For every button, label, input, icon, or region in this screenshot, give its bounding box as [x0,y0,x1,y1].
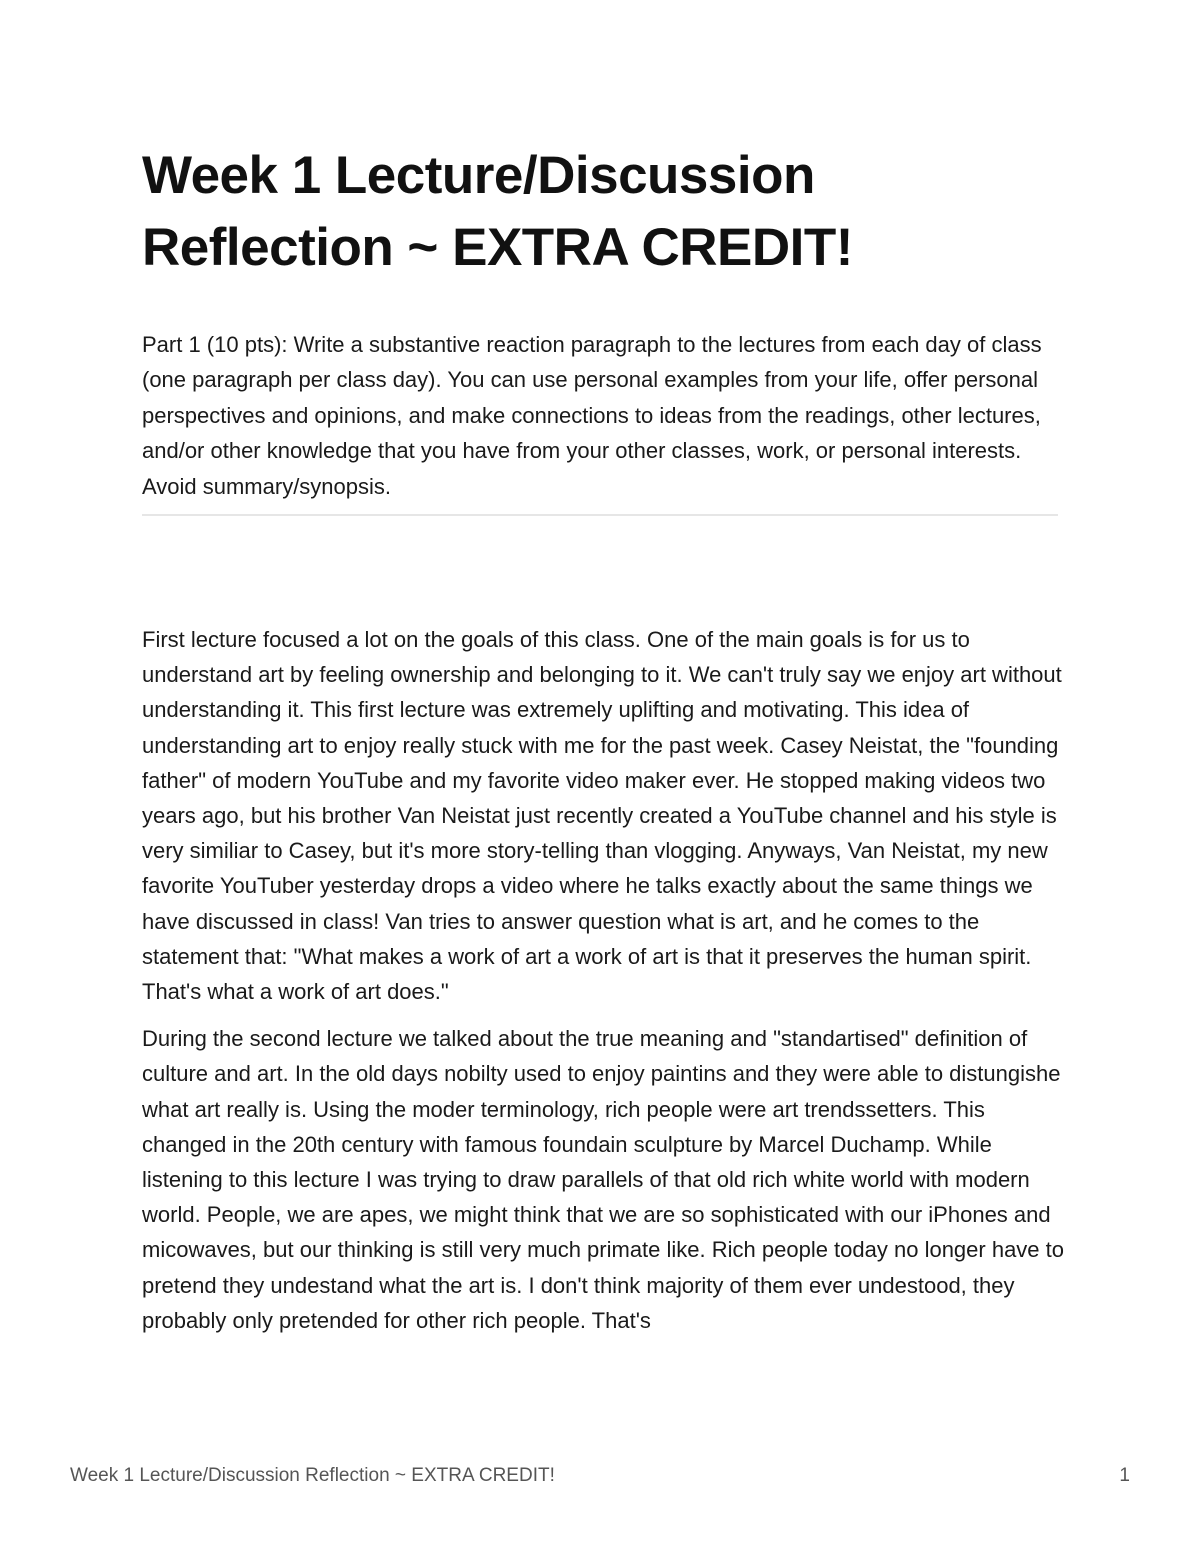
reflection-paragraph-2: During the second lecture we talked about the true meaning and "standartised" definition of culture and art. In the old days nobilty used to enjoy paintins and they were able to distungishe what art really is. Using the moder terminology, rich people were art trendssetters. This changed in the 20th century with famous foundain sculpture by Marcel Duchamp. While listening to this lecture I was trying to draw parallels of that old rich white world with modern world. People, we are apes, we might think that we are so sophisticated with our iPhones and micowaves, but our thinking is still very much primate like. Rich people today no longer have to pretend they undestand what the art is. I don't think majority of them ever undestood, they probably only pretended for other rich people. That's [142,1026,1065,1333]
footer-title: Week 1 Lecture/Discussion Reflection ~ EXTRA CREDIT! [70,1465,555,1486]
reflection-paragraph-1: First lecture focused a lot on the goals of this class. One of the main goals is for us to understand art by feeling ownership and belonging to it. We can't truly say we enjoy art without understanding it. This first lecture was extremely uplifting and motivating. This idea of understanding art to enjoy really stuck with me for the past week. Casey Neistat, the "founding father" of modern YouTube and my favorite video maker ever. He stopped making videos two years ago, but his brother Van Neistat just recently created a YouTube channel and his style is very similiar to Casey, but it's more story-telling than vlogging. Anyways, Van Neistat, my new favorite YouTuber yesterday drops a video where he talks exactly about the same things we have discussed in class! Van tries to answer question what is art, and he comes to the statement that: "What makes a work of art a work of art is that it preserves the human spirit. That's what a work of art does." [142,627,1062,1005]
reflection-body [142,622,1067,1350]
assignment-prompt: Part 1 (10 pts): Write a substantive reaction paragraph to the lectures from each day of class (one paragraph per class day). You can use personal examples from your life, offer personal perspectives and opinions, and make connections to ideas from the readings, other lectures, and/or other knowledge that you have from your other classes, work, or personal interests. Avoid summary/synopsis. [142,332,1042,499]
section-divider [142,514,1058,516]
page-title: Week 1 Lecture/Discussion Reflection ~ EXTRA CREDIT! [142,146,853,277]
footer-page-number: 1 [1119,1465,1130,1486]
